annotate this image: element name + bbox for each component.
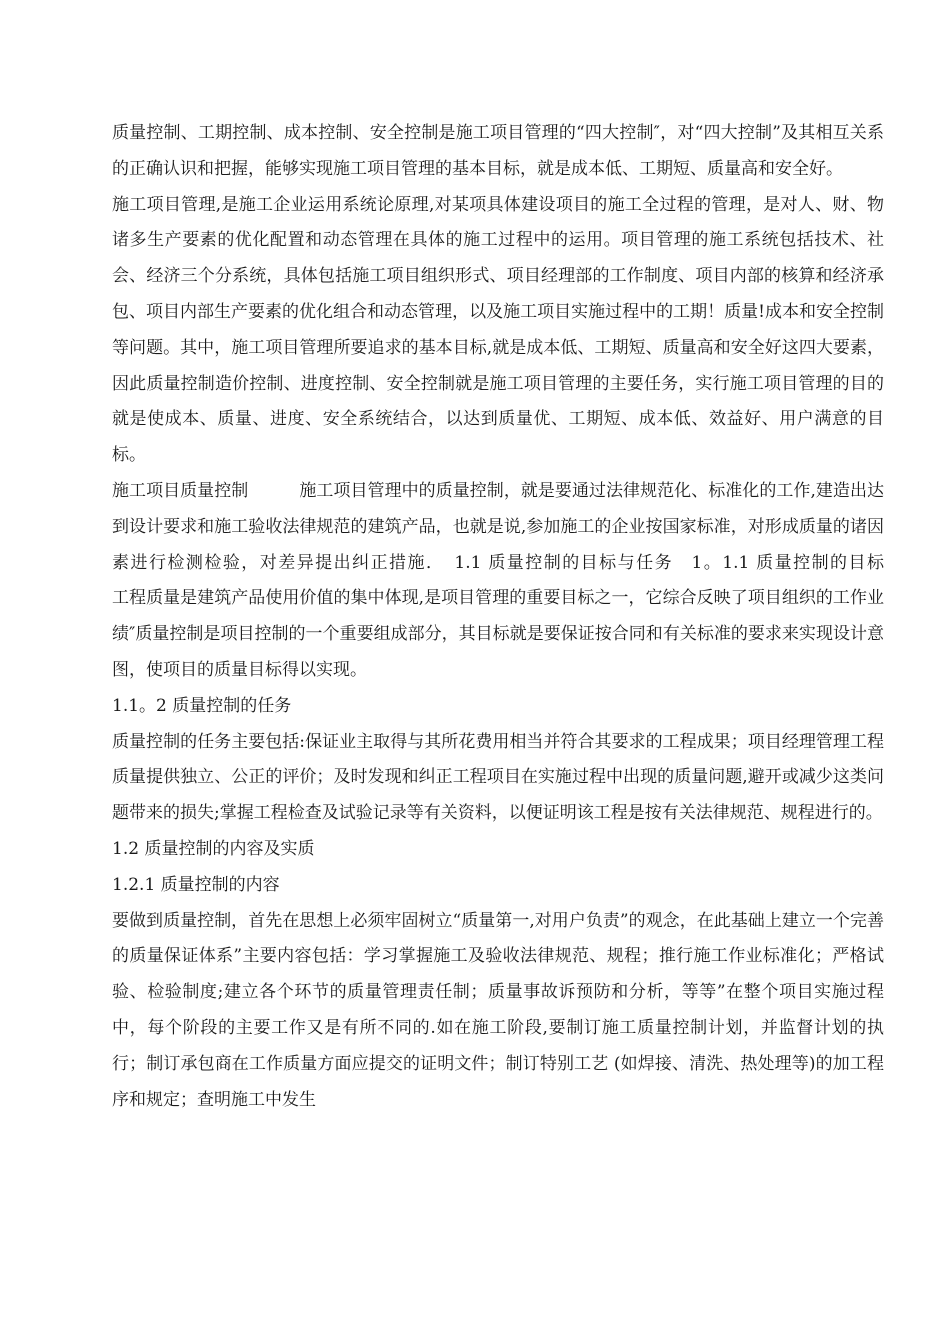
paragraph-quality-control-goals: 施工项目质量控制 施工项目管理中的质量控制，就是要通过法律规范化、标准化的工作,建造出达到设计要求和施工验收法律规范的建筑产品，也就是说,参加施工的企业按国家标准，对形成质量的诸因素进行检测检验，对差异提出纠正措施． 1.1 质量控制的目标与任务 1。1.1 质量控制的目标 工程质量是建筑产品使用价值的集中体现,是项目管理的重要目标之一，它综合反映了项目组织的工作业绩″质量控制是项目控制的一个重要组成部分，其目标就是要保证按合同和有关标准的要求来实现设计意图，使项目的质量目标得以实现。: [112, 480, 935, 680]
paragraph-quality-control-tasks: 质量控制的任务主要包括:保证业主取得与其所花费用相当并符合其要求的工程成果；项目经理管理工程质量提供独立、公正的评价；及时发现和纠正工程项目在实施过程中出现的质量问题,避开或减少这类问题带来的损失;掌握工程检查及试验记录等有关资料，以便证明该工程是按有关法律规范、规程进行的。: [112, 731, 884, 824]
heading-1-2-1: 1.2.1 质量控制的内容: [112, 874, 280, 895]
paragraph-project-management: 施工项目管理,是施工企业运用系统论原理,对某项具体建设项目的施工全过程的管理，是对人、财、物诸多生产要素的优化配置和动态管理在具体的施工过程中的运用。项目管理的施工系统包括技术、社会、经济三个分系统，具体包括施工项目组织形式、项目经理部的工作制度、项目内部的核算和经济承包、项目内部生产要素的优化组合和动态管理，以及施工项目实施过程中的工期！质量!成本和安全控制等问题。其中，施工项目管理所要追求的基本目标,就是成本低、工期短、质量高和安全好这四大要素，因此质量控制造价控制、进度控制、安全控制就是施工项目管理的主要任务，实行施工项目管理的目的就是使成本、质量、进度、安全系统结合，以达到质量优、工期短、成本低、效益好、用户满意的目标。: [112, 194, 884, 466]
document-page: [112, 116, 935, 1118]
heading-1-2: 1.2 质量控制的内容及实质: [112, 838, 315, 859]
heading-1-1-2: 1.1。2 质量控制的任务: [112, 695, 292, 716]
paragraph-quality-control-content: 要做到质量控制，首先在思想上必须牢固树立“质量第一,对用户负责”的观念，在此基础上建立一个完善的质量保证体系”主要内容包括：学习掌握施工及验收法律规范、规程；推行施工作业标准化；严格试验、检验制度;建立各个环节的质量管理责任制；质量事故诉预防和分析，等等”在整个项目实施过程中，每个阶段的主要工作又是有所不同的.如在施工阶段,要制订施工质量控制计划，并监督计划的执行；制订承包商在工作质量方面应提交的证明文件；制订特别工艺 (如焊接、清洗、热处理等)的加工程序和规定；查明施工中发生: [112, 910, 884, 1110]
paragraph-four-controls: 质量控制、工期控制、成本控制、安全控制是施工项目管理的“四大控制″，对“四大控制”及其相互关系的正确认识和把握，能够实现施工项目管理的基本目标，就是成本低、工期短、质量高和安全好。: [112, 123, 884, 179]
